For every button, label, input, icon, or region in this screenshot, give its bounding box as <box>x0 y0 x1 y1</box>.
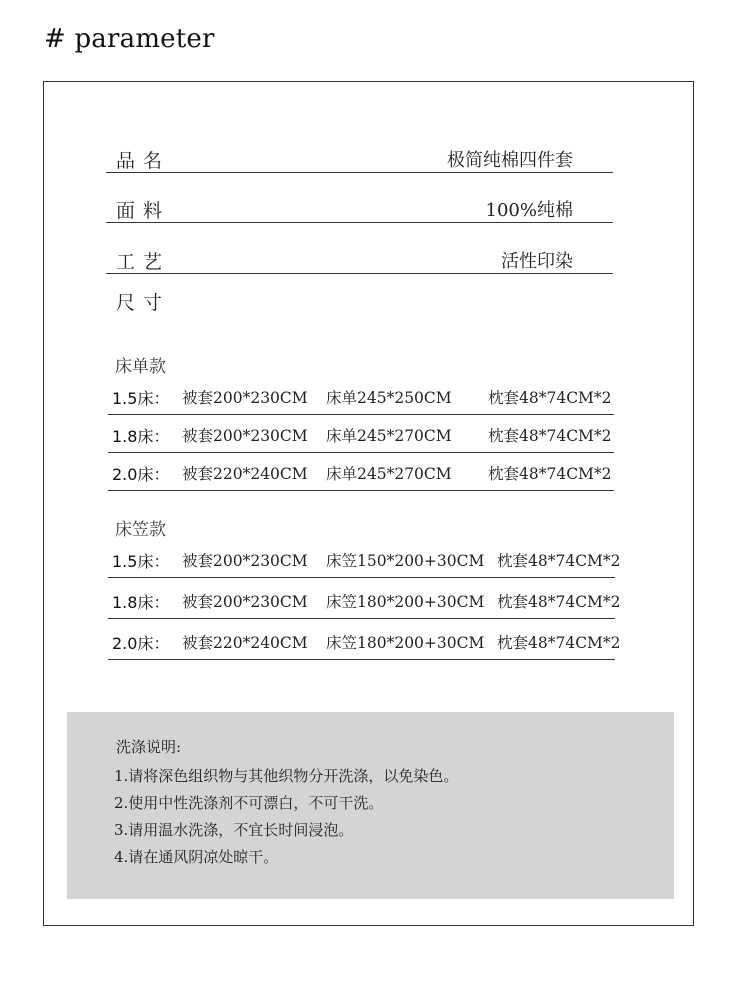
table-row <box>108 627 621 660</box>
sheet-spec: 床笠150*200+30CM <box>326 552 485 570</box>
pillow-spec: 枕套48*74CM*2 <box>497 634 621 652</box>
pillow-spec: 枕套48*74CM*2 <box>488 465 612 483</box>
param-value: 极简纯棉四件套 <box>447 150 573 171</box>
param-label: 工艺 <box>116 251 171 273</box>
param-row-craft <box>106 247 613 274</box>
washing-item: 4.请在通风阴凉处晾干。 <box>114 848 279 866</box>
size-label: 2.0床： <box>112 465 170 484</box>
size-label: 2.0床： <box>112 634 170 653</box>
table-row <box>108 382 614 415</box>
sheet-spec: 床笠180*200+30CM <box>326 634 485 652</box>
page-title: # parameter <box>44 24 215 54</box>
section-heading-flat-sheet: 床单款 <box>115 357 166 377</box>
duvet-spec: 被套200*230CM <box>182 552 308 570</box>
duvet-spec: 被套220*240CM <box>182 465 308 483</box>
param-value: 100%纯棉 <box>485 200 573 221</box>
washing-instructions-box <box>67 712 674 899</box>
size-label: 1.8床： <box>112 427 170 446</box>
duvet-spec: 被套200*230CM <box>182 593 308 611</box>
duvet-spec: 被套200*230CM <box>182 427 308 445</box>
size-label: 1.8床： <box>112 593 170 612</box>
param-row-name <box>106 146 613 173</box>
sheet-spec: 床笠180*200+30CM <box>326 593 485 611</box>
table-row <box>108 586 621 619</box>
param-row-fabric <box>106 196 613 223</box>
pillow-spec: 枕套48*74CM*2 <box>497 593 621 611</box>
sheet-spec: 床单245*250CM <box>326 389 452 407</box>
washing-item: 1.请将深色组织物与其他织物分开洗涤，以免染色。 <box>114 767 459 785</box>
sheet-spec: 床单245*270CM <box>326 465 452 483</box>
size-label: 1.5床： <box>112 552 170 571</box>
table-row <box>108 458 614 491</box>
param-label: 尺寸 <box>116 292 171 314</box>
param-value: 活性印染 <box>501 251 573 272</box>
size-label: 1.5床： <box>112 389 170 408</box>
param-label: 品名 <box>116 150 171 172</box>
washing-title: 洗涤说明: <box>116 738 182 756</box>
pillow-spec: 枕套48*74CM*2 <box>497 552 621 570</box>
washing-item: 2.使用中性洗涤剂不可漂白，不可干洗。 <box>114 794 384 812</box>
pillow-spec: 枕套48*74CM*2 <box>488 427 612 445</box>
param-row-size <box>106 288 613 314</box>
section-heading-fitted-sheet: 床笠款 <box>115 520 166 540</box>
duvet-spec: 被套200*230CM <box>182 389 308 407</box>
param-label: 面料 <box>116 200 171 222</box>
table-row <box>108 545 621 578</box>
table-row <box>108 420 614 453</box>
washing-item: 3.请用温水洗涤，不宜长时间浸泡。 <box>114 821 354 839</box>
pillow-spec: 枕套48*74CM*2 <box>488 389 612 407</box>
duvet-spec: 被套220*240CM <box>182 634 308 652</box>
sheet-spec: 床单245*270CM <box>326 427 452 445</box>
